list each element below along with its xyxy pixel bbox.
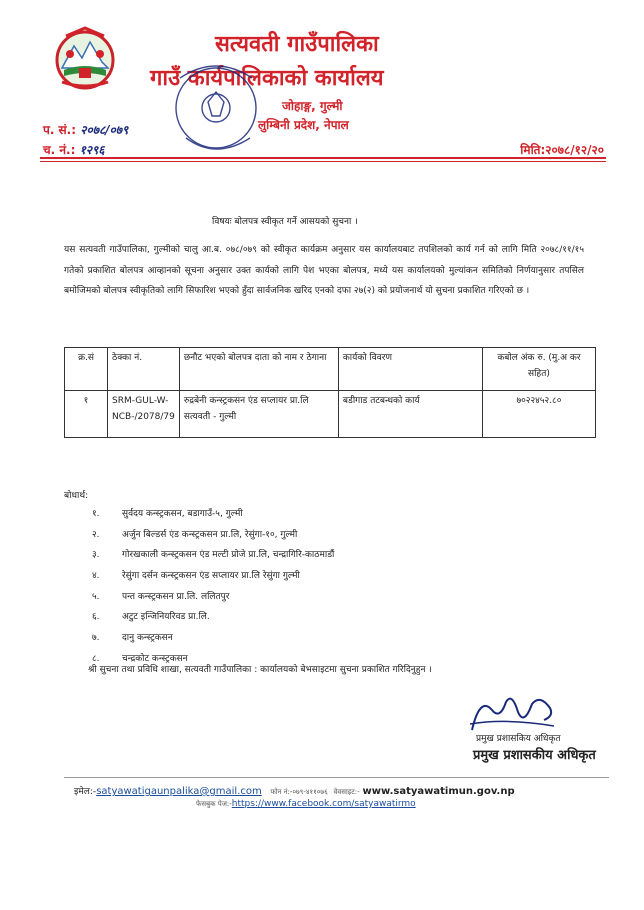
cell-sn: १ bbox=[65, 391, 108, 438]
office-subtitle: गाउँ कार्यपालिकाको कार्यालय bbox=[150, 66, 384, 91]
table-row bbox=[65, 391, 596, 438]
table-header-row bbox=[65, 348, 596, 391]
facebook-link[interactable]: https://www.facebook.com/satyawatirmo bbox=[231, 799, 416, 809]
footer-divider bbox=[64, 777, 609, 778]
address-line-2: लुम्बिनी प्रदेश, नेपाल bbox=[258, 118, 349, 132]
list-item: ६. अटुट इन्जिनियरिवड प्रा.लि. bbox=[92, 612, 210, 623]
email-link[interactable]: satyawatigaunpalika@gmail.com bbox=[96, 786, 262, 797]
footer-facebook bbox=[196, 799, 416, 809]
reference-number bbox=[43, 121, 128, 138]
cc-list bbox=[92, 506, 334, 672]
reference-label: प. सं.: bbox=[43, 123, 77, 137]
subject-line: विषयः बोलपत्र स्वीकृत गर्ने आसयको सुचना । bbox=[212, 217, 358, 227]
signatory-title-large: प्रमुख प्रशासकीय अधिकृत bbox=[473, 748, 596, 763]
dispatch-value: १२९६ bbox=[79, 143, 105, 157]
cell-contract-no: SRM-GUL-W-NCB-/2078/79 bbox=[108, 391, 180, 438]
header-divider bbox=[40, 157, 606, 159]
website-link[interactable]: www.satyawatimun.gov.np bbox=[362, 786, 515, 797]
address-line-1: जोहाङ्ग, गुल्मी bbox=[282, 99, 343, 113]
header-contract-no: ठेक्का नं. bbox=[108, 348, 180, 391]
list-item: ३. गोरखकाली कन्स्ट्रकसन एंड मल्टी प्रोजे प्रा.लि, चन्द्रागिरि-काठमाडौं bbox=[92, 550, 335, 561]
dispatch-label: च. नं.: bbox=[43, 143, 76, 157]
nepal-emblem-icon bbox=[52, 24, 118, 94]
website-label: वेवसाइट:- bbox=[333, 788, 360, 796]
office-stamp-icon bbox=[160, 58, 270, 166]
header-sn: क्र.सं bbox=[65, 348, 108, 391]
list-item: ४. रेसुंगा दर्सन कन्स्ट्रकसन एंड सप्लायर प्रा.लि रेसुंगा गुल्मी bbox=[92, 571, 300, 582]
dispatch-number bbox=[43, 141, 105, 158]
list-item: ७. दानु कन्स्ट्रकसन bbox=[92, 633, 173, 644]
header-amount: कबोल अंक रु. (मु.अ कर सहित) bbox=[482, 348, 595, 391]
header-divider-thin bbox=[40, 161, 606, 162]
selected-bid-table bbox=[64, 347, 596, 438]
letter-date: मिति:२०७८/१२/२० bbox=[520, 143, 604, 157]
office-name: सत्यवती गाउँपालिका bbox=[215, 32, 379, 57]
header-bidder: छनौट भएको बोलपत्र दाता को नाम र ठेगाना bbox=[179, 348, 338, 391]
email-label: इमेल:- bbox=[74, 787, 97, 797]
header-work: कार्यको विवरण bbox=[338, 348, 482, 391]
reference-value: २०७८/०७९ bbox=[80, 123, 129, 137]
list-item: ५. पन्त कन्स्ट्रकसन प्रा.लि. ललितपुर bbox=[92, 591, 230, 602]
list-item: ८. चन्द्रकोट कन्स्ट्रकसन bbox=[92, 653, 188, 664]
cell-amount: ७०२२४५२.८० bbox=[482, 391, 595, 438]
footer-contact bbox=[74, 784, 515, 797]
cell-work: बडीगाड तटबन्धको कार्य bbox=[338, 391, 482, 438]
cc-title: बोधार्थ: bbox=[64, 491, 89, 501]
phone-number: फोन नं:-०७९-४११०७६ bbox=[270, 788, 328, 796]
cell-bidder: रुद्रबेनी कन्स्ट्रकसन एंड सप्लायर प्रा.लि सत्यवती - गुल्मी bbox=[179, 391, 338, 438]
website-publish-note: श्री सुचना तथा प्रविधि शाखा, सत्यवती गाउँपालिका : कार्यालयको बेभसाइटमा सुचना प्रकाशित गरिदिनुहुन । bbox=[88, 665, 432, 675]
signatory-title-small: प्रमुख प्रशासकिय अधिकृत bbox=[476, 734, 561, 744]
facebook-label: फेसबुक पेज:- bbox=[196, 800, 232, 808]
list-item: २. अर्जुन बिल्डर्स एंड कन्स्ट्रकसन प्रा.लि, रेसुंगा-१०, गुल्मी bbox=[92, 529, 298, 540]
list-item: १. सुर्वदय कन्स्ट्रकसन, बडागाउँ-५, गुल्मी bbox=[92, 509, 243, 519]
notice-paragraph: यस सत्यवती गाउँपालिका, गुल्मीको चालु आ.ब. ०७८/०७९ को स्वीकृत कार्यक्रम अनुसार यस कार्यालयबाट तपशिलको कार्य गर्न को लागि मिति २०७८/११/१५ गतेको प्रकाशित बोलपत्र आव्हानको सूचना अनुसार उक्त कार्यको लागि पेश भएका बोलपत्र, मध्ये यस कार्यालयको मुल्यांकन समितिको निर्णयानुसार तपसिल बमोजिमको बोलपत्र स्वीकृतिको लागि सिफारिश भएको हुँदा सार्वजनिक खरिद एनको दफा २७(२) को प्रयोजनार्थ यो सुचना प्रकाशित गरिएको छ । bbox=[64, 245, 584, 296]
